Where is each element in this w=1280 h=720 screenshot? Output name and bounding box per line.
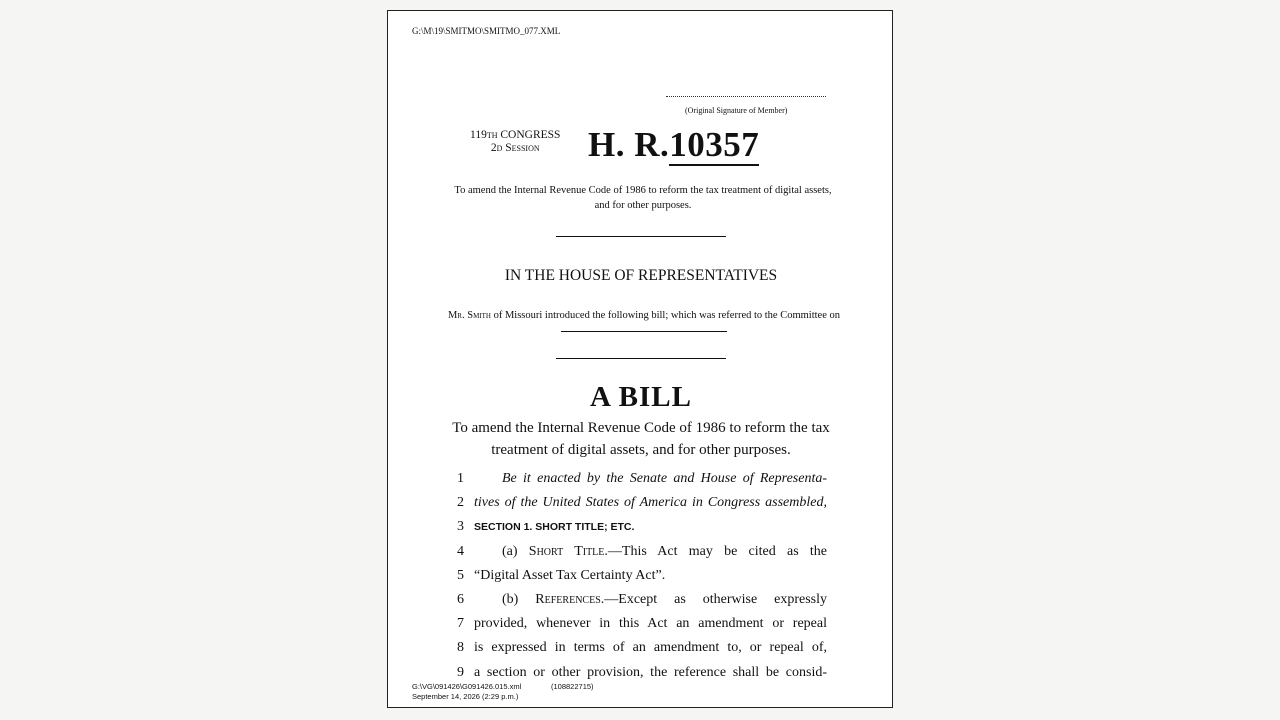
footer-date: September 14, 2026 (2:29 p.m.) xyxy=(412,691,519,701)
subsection-heading: References xyxy=(535,591,601,607)
line-text: “Digital Asset Tax Certainty Act”. xyxy=(474,567,666,583)
line-number: 6 xyxy=(457,591,464,607)
text-line xyxy=(388,636,894,660)
divider xyxy=(556,358,726,359)
subsection-text: .—This Act may be cited as the xyxy=(604,543,827,559)
line-number: 3 xyxy=(457,519,464,535)
line-text xyxy=(474,540,827,564)
bill-number xyxy=(588,125,759,165)
text-line xyxy=(388,612,894,636)
text-line xyxy=(388,467,894,491)
introduction-body: of Missouri introduced the following bill; which was referred to the Committee on xyxy=(493,310,841,321)
bill-number-value: 10357 xyxy=(669,125,760,164)
text-line xyxy=(388,540,894,564)
line-text: provided, whenever in this Act an amendment or repeal xyxy=(474,616,827,632)
footer-info xyxy=(412,682,521,701)
line-text xyxy=(474,588,827,612)
text-line xyxy=(388,491,894,515)
bill-title: A BILL xyxy=(590,381,692,413)
committee-blank xyxy=(561,331,727,332)
session-line: 2d Session xyxy=(490,142,540,154)
line-text: a section or other provision, the reference shall be consid- xyxy=(474,664,827,680)
bill-page xyxy=(387,10,893,708)
footer-path: G:\VG\091426\G091426.015.xml xyxy=(412,682,522,691)
text-line xyxy=(388,588,894,612)
divider xyxy=(556,236,726,237)
line-number: 4 xyxy=(457,543,464,559)
signature-line xyxy=(666,96,826,97)
line-number: 7 xyxy=(457,616,464,632)
footer-code: (108822715) xyxy=(551,682,594,691)
text-line xyxy=(388,515,894,539)
line-text: is expressed in terms of an amendment to, or repeal of, xyxy=(474,640,827,656)
section-heading: SECTION 1. SHORT TITLE; ETC. xyxy=(474,521,635,534)
subsection-marker: (b) xyxy=(502,591,536,607)
chamber-heading: IN THE HOUSE OF REPRESENTATIVES xyxy=(504,267,778,284)
line-number: 9 xyxy=(457,664,464,680)
signature-label: (Original Signature of Member) xyxy=(685,106,788,115)
file-path-header: G:\M\19\SMITMO\SMITMO_077.XML xyxy=(412,26,561,36)
line-number: 5 xyxy=(457,567,464,583)
subsection-heading: Short Title xyxy=(528,543,605,559)
text-line xyxy=(388,564,894,588)
bill-prefix: H. R. xyxy=(588,125,670,164)
congress-session xyxy=(470,129,560,155)
subsection-text: .—Except as otherwise expressly xyxy=(600,591,827,607)
long-title: To amend the Internal Revenue Code of 1986 to reform the tax treatment of digital assets, and for other purposes. xyxy=(452,420,830,458)
bill-text xyxy=(388,467,894,685)
member-name: Mr. Smith xyxy=(447,310,491,321)
introduction-text xyxy=(444,309,844,337)
line-number: 1 xyxy=(457,471,464,486)
line-text: tives of the United States of America in Congress assembled, xyxy=(474,495,827,511)
short-description: To amend the Internal Revenue Code of 1986 to reform the tax treatment of digital assets, and for other purposes. xyxy=(454,185,832,211)
subsection-marker: (a) xyxy=(502,543,529,559)
line-number: 8 xyxy=(457,640,464,656)
congress-line: 119th CONGRESS xyxy=(470,129,561,141)
line-number: 2 xyxy=(457,495,464,511)
line-text: Be it enacted by the Senate and House of Representa- xyxy=(502,471,827,486)
